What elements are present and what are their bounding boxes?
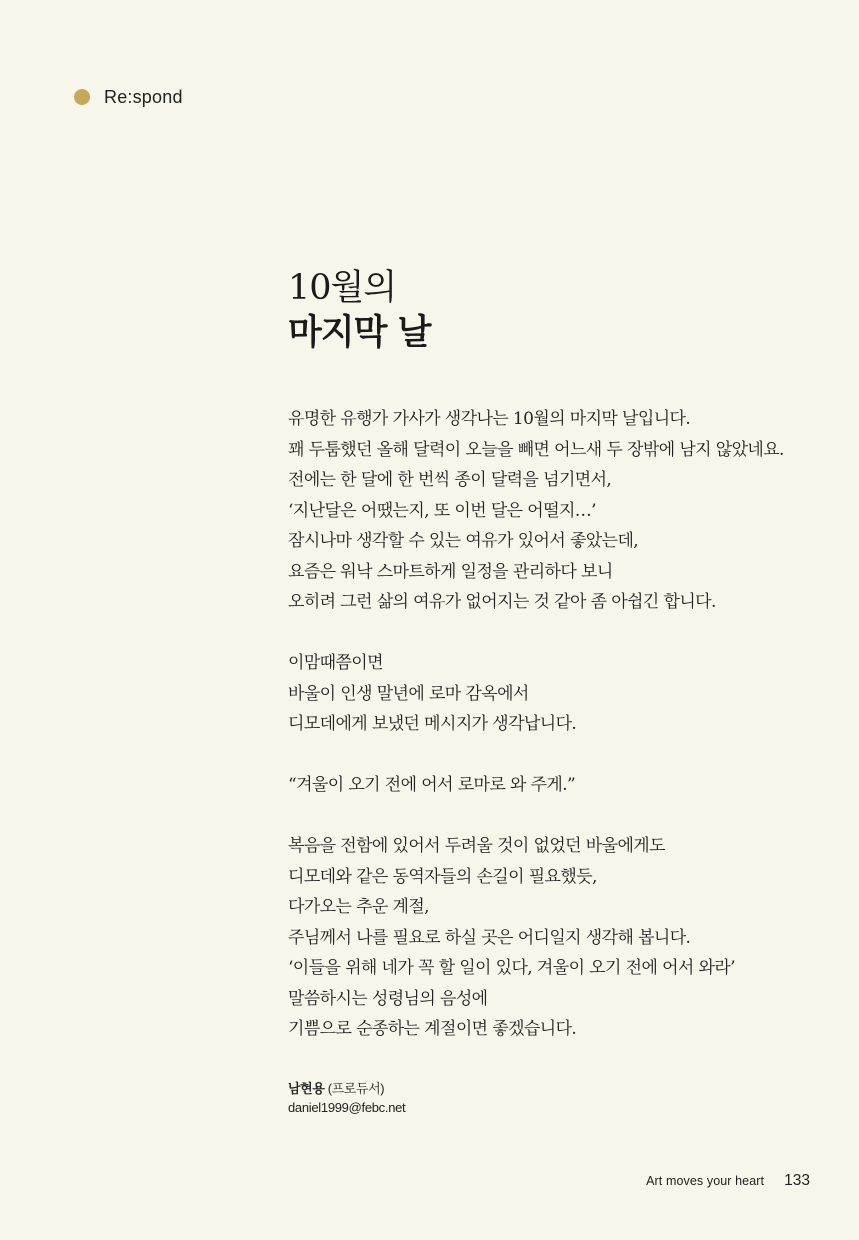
body-line: 주님께서 나를 필요로 하실 곳은 어디일지 생각해 봅니다. bbox=[288, 927, 691, 948]
body-line: 꽤 두툼했던 올해 달력이 오늘을 빼면 어느새 두 장밖에 남지 않았네요. bbox=[288, 439, 784, 460]
section-dot-icon bbox=[74, 89, 90, 105]
body-line: 바울이 인생 말년에 로마 감옥에서 bbox=[288, 683, 529, 704]
section-tag bbox=[74, 85, 183, 109]
title-line-1: 10월의 bbox=[288, 268, 397, 308]
body-line: 전에는 한 달에 한 번씩 종이 달력을 넘기면서, bbox=[288, 470, 612, 490]
author-name: 남현용 bbox=[288, 1081, 325, 1096]
paragraph bbox=[288, 831, 818, 1045]
body-line: 이맘때쯤이면 bbox=[288, 653, 383, 673]
body-line: “겨울이 오기 전에 어서 로마로 와 주게.” bbox=[288, 775, 576, 795]
author-block bbox=[288, 1079, 405, 1117]
page-number: 133 bbox=[784, 1172, 810, 1189]
paragraph bbox=[288, 648, 818, 740]
author-role: (프로듀서) bbox=[327, 1081, 385, 1096]
body-line: 요즘은 워낙 스마트하게 일정을 관리하다 보니 bbox=[288, 561, 613, 582]
author-byline bbox=[288, 1079, 405, 1099]
title-line-2: 마지막 날 bbox=[288, 312, 431, 353]
author-email: daniel1999@febc.net bbox=[288, 1100, 406, 1115]
body-line: 유명한 유행가 가사가 생각나는 10월의 마지막 날입니다. bbox=[288, 409, 691, 429]
footer-slogan: Art moves your heart bbox=[646, 1174, 765, 1188]
body-line: 다가오는 추운 계절, bbox=[288, 897, 429, 917]
article-title bbox=[288, 266, 430, 355]
body-line: 복음을 전함에 있어서 두려울 것이 없었던 바울에게도 bbox=[288, 836, 665, 856]
page-footer bbox=[646, 1172, 810, 1190]
body-line: 말씀하시는 성령님의 음성에 bbox=[288, 988, 488, 1009]
body-line: 디모데와 같은 동역자들의 손길이 필요했듯, bbox=[288, 866, 597, 887]
body-line: 오히려 그런 삶의 여유가 없어지는 것 같아 좀 아쉽긴 합니다. bbox=[288, 592, 716, 612]
body-line: 잠시나마 생각할 수 있는 여유가 있어서 좋았는데, bbox=[288, 531, 639, 551]
body-line: 디모데에게 보냈던 메시지가 생각납니다. bbox=[288, 714, 577, 734]
section-label: Re:spond bbox=[104, 86, 183, 107]
article-body bbox=[288, 404, 818, 1075]
body-line: 기쁨으로 순종하는 계절이면 좋겠습니다. bbox=[288, 1019, 577, 1039]
body-line: ‘지난달은 어땠는지, 또 이번 달은 어떨지…’ bbox=[288, 500, 596, 521]
paragraph bbox=[288, 770, 818, 801]
body-line: ‘이들을 위해 네가 꼭 할 일이 있다, 겨울이 오기 전에 어서 와라’ bbox=[288, 958, 735, 978]
paragraph bbox=[288, 404, 818, 618]
